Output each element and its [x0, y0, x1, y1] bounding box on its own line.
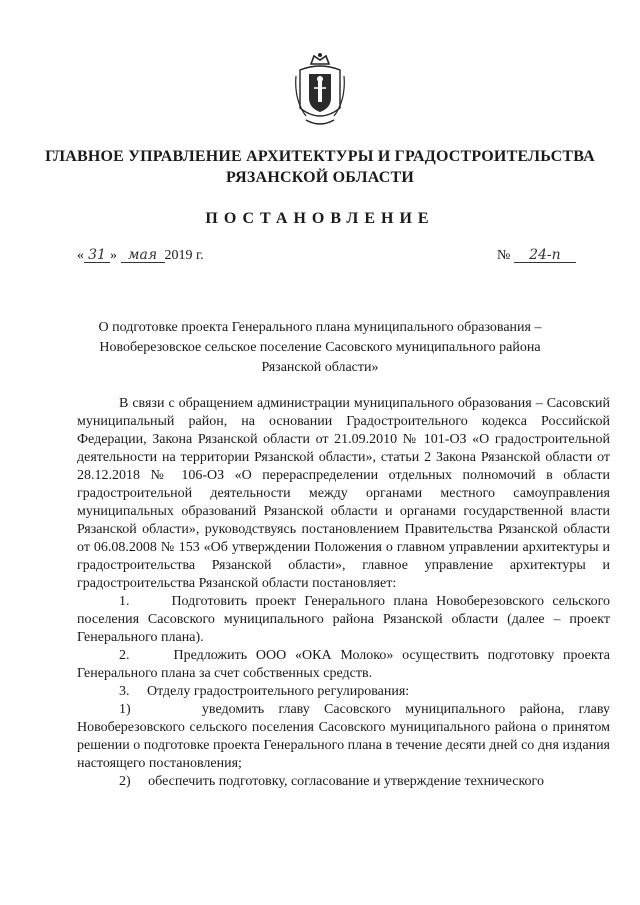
date-open-quote: «: [77, 248, 84, 263]
date-year: 2019 г.: [164, 248, 204, 263]
title-line3: Рязанской области»: [261, 360, 379, 375]
item-3: [77, 683, 610, 701]
subitem-2-text: обеспечить подготовку, согласование и утверждение технического: [148, 774, 544, 789]
date-month-handwritten: мая: [121, 248, 165, 263]
document-number: [497, 248, 576, 264]
number-prefix: №: [497, 248, 511, 263]
title-line2: Новоберезовское сельское поселение Сасовского муниципального района: [99, 340, 541, 355]
subitem-2: [77, 773, 610, 791]
agency-name: [0, 146, 640, 188]
document-body: [77, 395, 610, 791]
item-3-text: Отделу градостроительного регулирования:: [147, 684, 410, 699]
agency-name-line2: РЯЗАНСКОЙ ОБЛАСТИ: [225, 169, 414, 186]
item-1: [77, 593, 610, 647]
item-2-number: 2.: [119, 648, 130, 663]
date-close-quote: »: [110, 248, 117, 263]
date-day-handwritten: 31: [84, 248, 110, 263]
item-2: [77, 647, 610, 683]
item-1-number: 1.: [119, 594, 130, 609]
number-handwritten: 24-п: [514, 248, 576, 263]
item-3-number: 3.: [119, 684, 130, 699]
coat-of-arms-icon: [294, 50, 346, 130]
title-line1: О подготовке проекта Генерального плана муниципального образования –: [98, 320, 542, 335]
subitem-1-number: 1): [119, 702, 131, 717]
item-2-text: Предложить ООО «ОКА Молоко» осуществить подготовку проекта Генерального плана за счет собственных средств.: [77, 648, 610, 681]
document-date: [77, 248, 204, 264]
document-type: ПОСТАНОВЛЕНИЕ: [205, 210, 435, 227]
agency-name-line1: ГЛАВНОЕ УПРАВЛЕНИЕ АРХИТЕКТУРЫ И ГРАДОСТРОИТЕЛЬСТВА: [45, 148, 595, 165]
subitem-1: [77, 701, 610, 773]
item-1-text: Подготовить проект Генерального плана Новоберезовского сельского поселения Сасовского муниципального района Рязанской области (далее – проект Генерального плана).: [77, 594, 611, 645]
subitem-2-number: 2): [119, 774, 131, 789]
document-title: [90, 318, 550, 378]
subitem-1-text: уведомить главу Сасовского муниципального района, главу Новоберезовского сельского поселения Сасовского муниципального района о принятом решении о подготовке проекта Генерального плана в течение десяти дней со дня издания настоящего постановления;: [77, 702, 610, 771]
preamble-paragraph: В связи с обращением администрации муниципального образования – Сасовский муниципальный район, на основании Градостроительного кодекса Российской Федерации, Закона Рязанской области от 21.09.2010 № 101-ОЗ «О градостроительной деятельности на территории Рязанской области», статьи 2 Закона Рязанской области от 28.12.2018 № 106-ОЗ «О перераспределении отдельных полномочий в области градостроительной деятельности между органами местного самоуправления муниципальных образований Рязанской области и органами государственной власти Рязанской области», руководствуясь постановлением Правительства Рязанской области от 06.08.2008 № 153 «Об утверждении Положения о главном управлении архитектуры и градостроительства Рязанской области», главное управление архитектуры и градостроительства Рязанской области постановляет:: [77, 396, 610, 591]
